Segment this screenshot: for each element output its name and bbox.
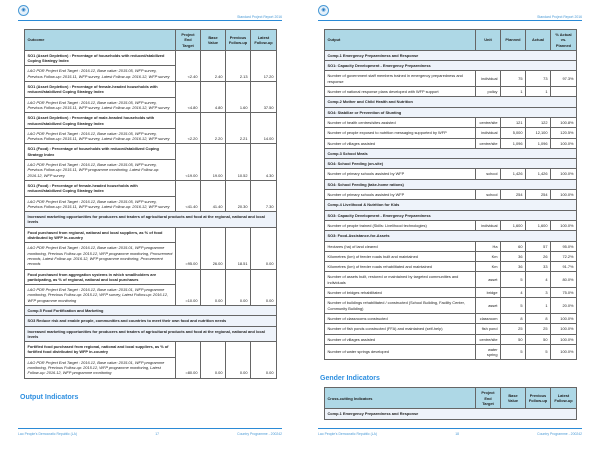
column-header: Latest Follow-up xyxy=(251,30,277,51)
indicator-detail: LAO PDR Project End Target : 2016.12, Base value: 2015.01, WFP programme monitoring, Previous Follow-up: 2015.12, WFP programme monitoring, Procurement records, Latest Follow-up: 2016.12, WFP programme monitoring, Procurement records xyxy=(25,243,176,269)
indicator-value: 18.51 xyxy=(226,227,251,269)
column-header: Previous Follow-up xyxy=(226,30,251,51)
indicator-value: 19.00 xyxy=(201,144,226,180)
footer-country: Lao People's Democratic Republic (LA) xyxy=(18,431,78,436)
unit: water spring xyxy=(476,344,501,360)
section-label: SO4: School Feeding (on-site) xyxy=(325,159,577,169)
indicator-detail: LAO PDR Project End Target : 2016.12, Base value: 2015.01, WFP programme monitoring, Previous Follow-up: 2015.12, WFP survey, Latest Follow-up: 2016.12, WFP programme monitoring xyxy=(25,285,176,306)
actual: 1,426 xyxy=(526,169,551,179)
column-header: Project End Target xyxy=(476,388,501,409)
table-row xyxy=(325,87,577,97)
indicator-value: 0.00 xyxy=(226,342,251,378)
percent-actual: 100.0% xyxy=(551,220,577,230)
section-label: SO3: Food-Assistance-for-Assets xyxy=(325,231,577,241)
report-title: Standard Project Report 2016 xyxy=(537,15,582,19)
output-table xyxy=(324,29,577,360)
actual: 33 xyxy=(526,262,551,272)
planned: 50 xyxy=(501,334,526,344)
table-row xyxy=(325,169,577,179)
planned: 1,600 xyxy=(501,220,526,230)
section-row xyxy=(325,148,577,158)
indicator-value: 17.20 xyxy=(251,50,277,81)
actual: 1,096 xyxy=(526,138,551,148)
indicator-title: SO1 (Food) : Percentage of households with reduced/stabilized Coping Strategy Index xyxy=(25,144,176,160)
section-label: SO1: Capacity Development - Emergency Preparedness xyxy=(325,61,577,71)
planned: 254 xyxy=(501,190,526,200)
planned: 5 xyxy=(501,344,526,360)
indicator-value: 41.40 xyxy=(201,180,226,211)
column-header: Outcome xyxy=(25,30,176,51)
indicator-value: =80.00 xyxy=(176,342,201,378)
unit: centre/site xyxy=(476,138,501,148)
table-row xyxy=(325,344,577,360)
percent-actual: 72.2% xyxy=(551,251,577,261)
planned: 1,096 xyxy=(501,138,526,148)
table-row xyxy=(325,324,577,334)
section-label: SO3 Reduce risk and enable people, communities and countries to meet their own food and nutrition needs xyxy=(25,316,277,326)
page-header xyxy=(318,0,582,21)
indicator-value: 2.20 xyxy=(201,113,226,144)
section-label: Comp.4 Livelihood & Nutrition for Kids xyxy=(325,200,577,210)
section-row xyxy=(325,409,577,419)
indicator-title: SO1 (Asset Depletion) : Percentage of female-headed households with reduced/stabilized Coping Strategy Index xyxy=(25,82,176,98)
indicator-title-row xyxy=(25,50,277,66)
indicator-title-row xyxy=(25,269,277,285)
output-name: Number of classrooms constructed xyxy=(325,313,476,323)
indicator-detail: LAO PDR Project End Target : 2016.12, Base value: 2015.05, WFP survey, Previous Follow-up: 2015.11, WFP survey, Latest Follow-up: 2016.12, WFP survey xyxy=(25,128,176,144)
unit: asset xyxy=(476,298,501,314)
column-header: Latest Follow-up xyxy=(551,388,577,409)
table-row xyxy=(325,313,577,323)
section-row xyxy=(325,97,577,107)
percent-actual: 100.0% xyxy=(551,313,577,323)
percent-actual: 95.0% xyxy=(551,241,577,251)
percent-actual: 120.5% xyxy=(551,128,577,138)
percent-actual: 91.7% xyxy=(551,262,577,272)
output-name: Number of fish ponds constructed (FFA) and maintained (self-help) xyxy=(325,324,476,334)
section-row xyxy=(325,50,577,60)
wfp-logo-icon: ◉ xyxy=(318,5,329,16)
table-row xyxy=(325,241,577,251)
percent-actual: 100.0% xyxy=(551,190,577,200)
output-name: Kilometres (km) of feeder roads rehabilitated and maintained xyxy=(325,262,476,272)
actual: 50 xyxy=(526,334,551,344)
planned: 36 xyxy=(501,262,526,272)
section-label: Increased marketing opportunities for producers and traders of agricultural products and food at the regional, national and local levels xyxy=(25,326,277,342)
table-row xyxy=(325,298,577,314)
percent-actual: 100.0% xyxy=(551,138,577,148)
planned: 5 xyxy=(501,298,526,314)
output-name: Number of assets built, restored or maintained by targeted communities and individuals xyxy=(325,272,476,288)
column-header: % Actual vs. Planned xyxy=(551,30,577,51)
indicator-detail: LAO PDR Project End Target : 2016.12, Base value: 2015.01, WFP programme monitoring, Previous Follow-up: 2015.12, WFP programme monitoring, Latest Follow-up: 2016.12, WFP programme monitoring xyxy=(25,357,176,378)
unit: Km xyxy=(476,262,501,272)
planned: 1 xyxy=(501,87,526,97)
indicator-title-row xyxy=(25,113,277,129)
unit: Km xyxy=(476,251,501,261)
actual: 5 xyxy=(526,344,551,360)
percent-actual: 97.3% xyxy=(551,71,577,87)
page-footer xyxy=(318,428,582,456)
table-row xyxy=(325,117,577,127)
section-row xyxy=(325,159,577,169)
actual: 1,600 xyxy=(526,220,551,230)
unit: centre/site xyxy=(476,334,501,344)
actual: 26 xyxy=(526,251,551,261)
unit: centre/site xyxy=(476,117,501,127)
gender-table xyxy=(324,387,577,419)
indicator-value: <41.40 xyxy=(176,180,201,211)
section-label: Increased marketing opportunities for producers and traders of agricultural products and food at the regional, national and local levels xyxy=(25,212,277,228)
section-row xyxy=(325,107,577,117)
unit: policy xyxy=(476,87,501,97)
table-row xyxy=(325,128,577,138)
table-row xyxy=(325,138,577,148)
output-name: Number of water springs developed xyxy=(325,344,476,360)
actual: 1 xyxy=(526,298,551,314)
output-name: Number of villages assisted xyxy=(325,334,476,344)
percent-actual: 100.0% xyxy=(551,169,577,179)
table-row xyxy=(325,71,577,87)
indicator-title-row xyxy=(25,342,277,358)
output-name: Number of buildings rehabilitated / constructed (School Building, Facility Center, Community Building) xyxy=(325,298,476,314)
report-title: Standard Project Report 2016 xyxy=(237,15,282,19)
indicator-detail: LAO PDR Project End Target : 2016.12, Base value: 2015.05, WFP survey, Previous Follow-up: 2015.11, WFP programme monitoring, Latest Follow-up: 2016.12, WFP survey xyxy=(25,160,176,181)
section-label: Comp.1 Emergency Preparedness and Response xyxy=(325,50,577,60)
footer-country: Lao People's Democratic Republic (LA) xyxy=(318,431,378,436)
page-number: 17 xyxy=(155,431,159,436)
page-footer xyxy=(18,428,282,456)
indicator-value: =10.00 xyxy=(176,269,201,305)
section-label: Comp.3 School Meals xyxy=(325,148,577,158)
indicator-value: 14.00 xyxy=(251,113,277,144)
actual: 3 xyxy=(526,288,551,298)
percent-actual: 100.0% xyxy=(551,324,577,334)
indicator-value: 0.00 xyxy=(226,269,251,305)
table-row xyxy=(325,251,577,261)
footer-project: Country Programme - 200242 xyxy=(537,431,582,436)
unit: classroom xyxy=(476,313,501,323)
section-row xyxy=(325,200,577,210)
section-row xyxy=(25,316,277,326)
planned: 5 xyxy=(501,272,526,288)
output-name: Number of government staff members trained in emergency preparedness and response xyxy=(325,71,476,87)
actual: 25 xyxy=(526,324,551,334)
column-header: Output xyxy=(325,30,476,51)
column-header: Cross-cutting Indicators xyxy=(325,388,476,409)
indicator-value: 0.00 xyxy=(251,269,277,305)
indicator-title: Fortified food purchased from regional, national and local suppliers, as % of fortified food distributed by WFP in-country xyxy=(25,342,176,358)
planned: 25 xyxy=(501,324,526,334)
table-row xyxy=(325,190,577,200)
planned: 60 xyxy=(501,241,526,251)
actual: 122 xyxy=(526,117,551,127)
planned: 1,426 xyxy=(501,169,526,179)
percent-actual: 80.0% xyxy=(551,272,577,288)
section-row xyxy=(25,212,277,228)
indicator-value: 7.30 xyxy=(251,180,277,211)
unit: individual xyxy=(476,71,501,87)
actual: 12,100 xyxy=(526,128,551,138)
percent-actual xyxy=(551,87,577,97)
section-row xyxy=(325,61,577,71)
column-header: Unit xyxy=(476,30,501,51)
output-name: Number of primary schools assisted by WFP xyxy=(325,190,476,200)
outcome-table xyxy=(24,29,277,379)
indicator-title: SO1 (Food) : Percentage of female-headed households with reduced/stabilized Coping Strategy Index xyxy=(25,180,176,196)
table-row xyxy=(325,262,577,272)
indicator-detail: LAO PDR Project End Target : 2016.12, Base value: 2015.05, WFP survey, Previous Follow-up: 2015.11, WFP survey, Latest Follow-up: 2016.12, WFP survey xyxy=(25,66,176,82)
indicator-value: <2.40 xyxy=(176,50,201,81)
indicator-value: 37.50 xyxy=(251,82,277,113)
percent-actual: 20.0% xyxy=(551,298,577,314)
actual: 4 xyxy=(526,272,551,288)
page-number: 18 xyxy=(455,431,459,436)
planned: 36 xyxy=(501,251,526,261)
indicator-value: <19.00 xyxy=(176,144,201,180)
indicator-value: 20.30 xyxy=(226,180,251,211)
indicator-title-row xyxy=(25,144,277,160)
right-page xyxy=(300,0,600,456)
unit: fish pond xyxy=(476,324,501,334)
section-row xyxy=(325,231,577,241)
indicator-value: 2.13 xyxy=(226,50,251,81)
unit: individual xyxy=(476,220,501,230)
output-name: Number of people trained (Skills: Livelihood technologies) xyxy=(325,220,476,230)
actual: 8 xyxy=(526,313,551,323)
column-header: Planned xyxy=(501,30,526,51)
unit: school xyxy=(476,190,501,200)
table-header-row xyxy=(325,388,577,409)
section-row xyxy=(25,326,277,342)
percent-actual: 100.8% xyxy=(551,117,577,127)
indicator-value: <4.80 xyxy=(176,82,201,113)
footer-project: Country Programme - 200242 xyxy=(237,431,282,436)
column-header: Base Value xyxy=(501,388,526,409)
page-spacer xyxy=(18,406,282,428)
section-row xyxy=(325,179,577,189)
indicator-value: 2.21 xyxy=(226,113,251,144)
column-header: Project End Target xyxy=(176,30,201,51)
unit: school xyxy=(476,169,501,179)
indicator-title-row xyxy=(25,82,277,98)
percent-actual: 100.0% xyxy=(551,334,577,344)
unit: Ha xyxy=(476,241,501,251)
output-indicators-heading: Output Indicators xyxy=(20,393,79,401)
indicator-value: 0.00 xyxy=(201,342,226,378)
indicator-value: 0.00 xyxy=(251,342,277,378)
indicator-detail: LAO PDR Project End Target : 2016.12, Base value: 2015.05, WFP survey, Previous Follow-up: 2015.11, WFP survey, Latest Follow-up: 2016.12, WFP survey xyxy=(25,97,176,113)
actual: 254 xyxy=(526,190,551,200)
section-label: Comp.1 Emergency Preparedness and Response xyxy=(325,409,577,419)
indicator-title-row xyxy=(25,180,277,196)
indicator-value: 4.30 xyxy=(251,144,277,180)
output-name: Kilometres (km) of feeder roads built and maintained xyxy=(325,251,476,261)
table-header-row xyxy=(25,30,277,51)
planned: 121 xyxy=(501,117,526,127)
section-label: Comp.5 Food Fortification and Marketing xyxy=(25,305,277,315)
indicator-value: 1.60 xyxy=(226,82,251,113)
output-name: Number of villages assisted xyxy=(325,138,476,148)
table-header-row xyxy=(325,30,577,51)
section-label: SO4: School Feeding (take-home rations) xyxy=(325,179,577,189)
output-name: Number of national response plans developed with WFP support xyxy=(325,87,476,97)
planned: 5,000 xyxy=(501,128,526,138)
section-label: Comp.2 Mother and Child Health and Nutrition xyxy=(325,97,577,107)
indicator-value: 0.00 xyxy=(201,269,226,305)
indicator-detail: LAO PDR Project End Target : 2016.12, Base value: 2015.05, WFP survey, Previous Follow-up: 2015.11, WFP survey, Latest Follow-up: 2016.12, WFP survey xyxy=(25,196,176,212)
indicator-value: 10.52 xyxy=(226,144,251,180)
indicator-value: 26.00 xyxy=(201,227,226,269)
section-label: SO3: Capacity Development - Emergency Preparedness xyxy=(325,210,577,220)
percent-actual: 100.0% xyxy=(551,344,577,360)
indicator-title: SO1 (Asset Depletion) : Percentage of male-headed households with reduced/stabilized Coping Strategy Index xyxy=(25,113,176,129)
percent-actual: 75.0% xyxy=(551,288,577,298)
indicator-value: =95.00 xyxy=(176,227,201,269)
section-label: SO4: Stabilize or Prevention of Stunting xyxy=(325,107,577,117)
unit: bridge xyxy=(476,288,501,298)
column-header: Base Value xyxy=(201,30,226,51)
unit: individual xyxy=(476,128,501,138)
output-name: Number of people exposed to nutrition messaging supported by WFP xyxy=(325,128,476,138)
gender-indicators-heading: Gender Indicators xyxy=(320,375,380,383)
wfp-logo-icon: ◉ xyxy=(18,5,29,16)
column-header: Previous Follow-up xyxy=(526,388,551,409)
table-row xyxy=(325,334,577,344)
output-name: Number of health centres/sites assisted xyxy=(325,117,476,127)
indicator-value: 2.40 xyxy=(201,50,226,81)
indicator-title-row xyxy=(25,227,277,243)
planned: 8 xyxy=(501,313,526,323)
planned: 75 xyxy=(501,71,526,87)
output-name: Number of bridges rehabilitated xyxy=(325,288,476,298)
indicator-value: 0.00 xyxy=(251,227,277,269)
output-name: Number of primary schools assisted by WFP xyxy=(325,169,476,179)
indicator-title: SO1 (Asset Depletion) : Percentage of households with reduced/stabilized Coping Strategy Index xyxy=(25,50,176,66)
table-row xyxy=(325,272,577,288)
column-header: Actual xyxy=(526,30,551,51)
actual: 73 xyxy=(526,71,551,87)
indicator-value: <2.20 xyxy=(176,113,201,144)
unit: asset xyxy=(476,272,501,288)
table-row xyxy=(325,288,577,298)
section-row xyxy=(25,305,277,315)
indicator-value: 4.80 xyxy=(201,82,226,113)
indicator-title: Food purchased from aggregation systems in which smallholders are participating, as % of regional, national and local purchases xyxy=(25,269,176,285)
table-row xyxy=(325,220,577,230)
output-name: Hectares (ha) of land cleared xyxy=(325,241,476,251)
section-row xyxy=(325,210,577,220)
page-header xyxy=(18,0,282,21)
indicator-title: Food purchased from regional, national and local suppliers, as % of food distributed by WFP in-country xyxy=(25,227,176,243)
actual: 57 xyxy=(526,241,551,251)
planned: 4 xyxy=(501,288,526,298)
actual: 1 xyxy=(526,87,551,97)
